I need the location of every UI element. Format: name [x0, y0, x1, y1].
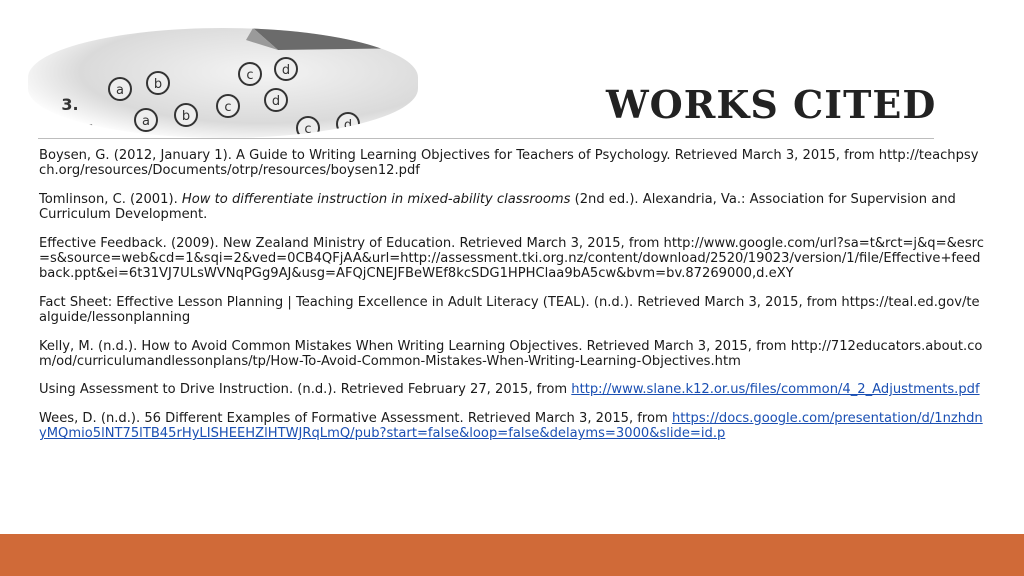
bubble-c: c — [224, 100, 232, 115]
reference-text: Effective Feedback. (2009). New Zealand Ministry of Education. Retrieved March 3, 2015, from — [39, 235, 660, 251]
reference-url: http://teachpsych.org/resources/Documents/otrp/resources/boysen12.pdf — [39, 148, 979, 179]
reference-text: Using Assessment to Drive Instruction. (n.d.). Retrieved February 27, 2015, from — [39, 382, 568, 398]
reference-item — [39, 411, 984, 442]
row-number-4: 4. — [83, 121, 101, 138]
reference-item — [39, 295, 984, 326]
bubble-d: d — [271, 94, 281, 109]
reference-item — [39, 148, 984, 179]
bubble-a: a — [142, 114, 150, 129]
pencil-icon — [253, 28, 418, 50]
bubble-b: b — [153, 77, 163, 92]
top-bubble-c: c — [246, 68, 254, 83]
reference-item — [39, 382, 984, 397]
bubble-a: a — [116, 83, 124, 98]
row-number-3: 3. — [61, 95, 79, 114]
reference-text: Boysen, G. (2012, January 1). A Guide to Writing Learning Objectives for Teachers of Psychology. Retrieved March 3, 2015, from — [39, 148, 875, 163]
reference-item — [39, 236, 984, 282]
footer-accent-bar — [0, 534, 1024, 576]
works-cited-list — [39, 148, 984, 455]
title-divider — [38, 138, 934, 139]
reference-text: Wees, D. (n.d.). 56 Different Examples of Formative Assessment. Retrieved March 3, 2015, from — [39, 410, 668, 426]
bubble-d: d — [343, 118, 353, 133]
reference-url: http://712educators.about.com/od/curriculumandlessonplans/tp/How-To-Avoid-Common-Mistakes-When-Writing-Learning-Objectives.htm — [39, 338, 983, 370]
reference-link[interactable]: https://docs.google.com/presentation/d/1nzhdnyMQmio5lNT75lTB45rHyLISHEEHZlHTWJRqLmQ/pub?start=false&loop=false&delayms=3000&slide=id.p — [39, 410, 983, 442]
reference-url: https://teal.ed.gov/tealguide/lessonplanning — [39, 294, 980, 326]
reference-text: Kelly, M. (n.d.). How to Avoid Common Mistakes When Writing Learning Objectives. Retrieved March 3, 2015, from — [39, 338, 787, 354]
bubble-c: c — [304, 122, 312, 137]
reference-title-italic: How to differentiate instruction in mixed-ability classrooms — [181, 191, 571, 207]
reference-url: http://www.google.com/url?sa=t&rct=j&q=&esrc=s&source=web&cd=1&sqi=2&ved=0CB4QFjAA&url=http://assessment.tki.org.nz/content/download/2520/19023/version/1/file/Effective+feedback.ppt&ei=6t31VJ7ULsWVNqPGg9AJ&usg=AFQjCNEJFBeWEf8kcSDG1HPHClaa9bA5cw&bvm=bv.87269000,d.eXY — [39, 235, 984, 282]
reference-item — [39, 339, 984, 370]
reference-item — [39, 192, 984, 223]
answer-sheet-icon — [28, 28, 418, 138]
reference-link[interactable]: http://www.slane.k12.or.us/files/common/4_2_Adjustments.pdf — [571, 382, 980, 398]
bubble-b: b — [181, 109, 191, 124]
page-title: WORKS CITED — [606, 82, 937, 127]
answer-sheet-photo — [28, 28, 418, 138]
reference-text: Fact Sheet: Effective Lesson Planning | Teaching Excellence in Adult Literacy (TEAL). (n.d.). Retrieved March 3, 2015, from — [39, 294, 838, 310]
top-bubble-d: d — [281, 63, 291, 78]
reference-text: (2nd ed.). Alexandria, Va.: Association for Supervision and Curriculum Development. — [39, 191, 956, 223]
reference-text: Tomlinson, C. (2001). — [39, 191, 182, 207]
